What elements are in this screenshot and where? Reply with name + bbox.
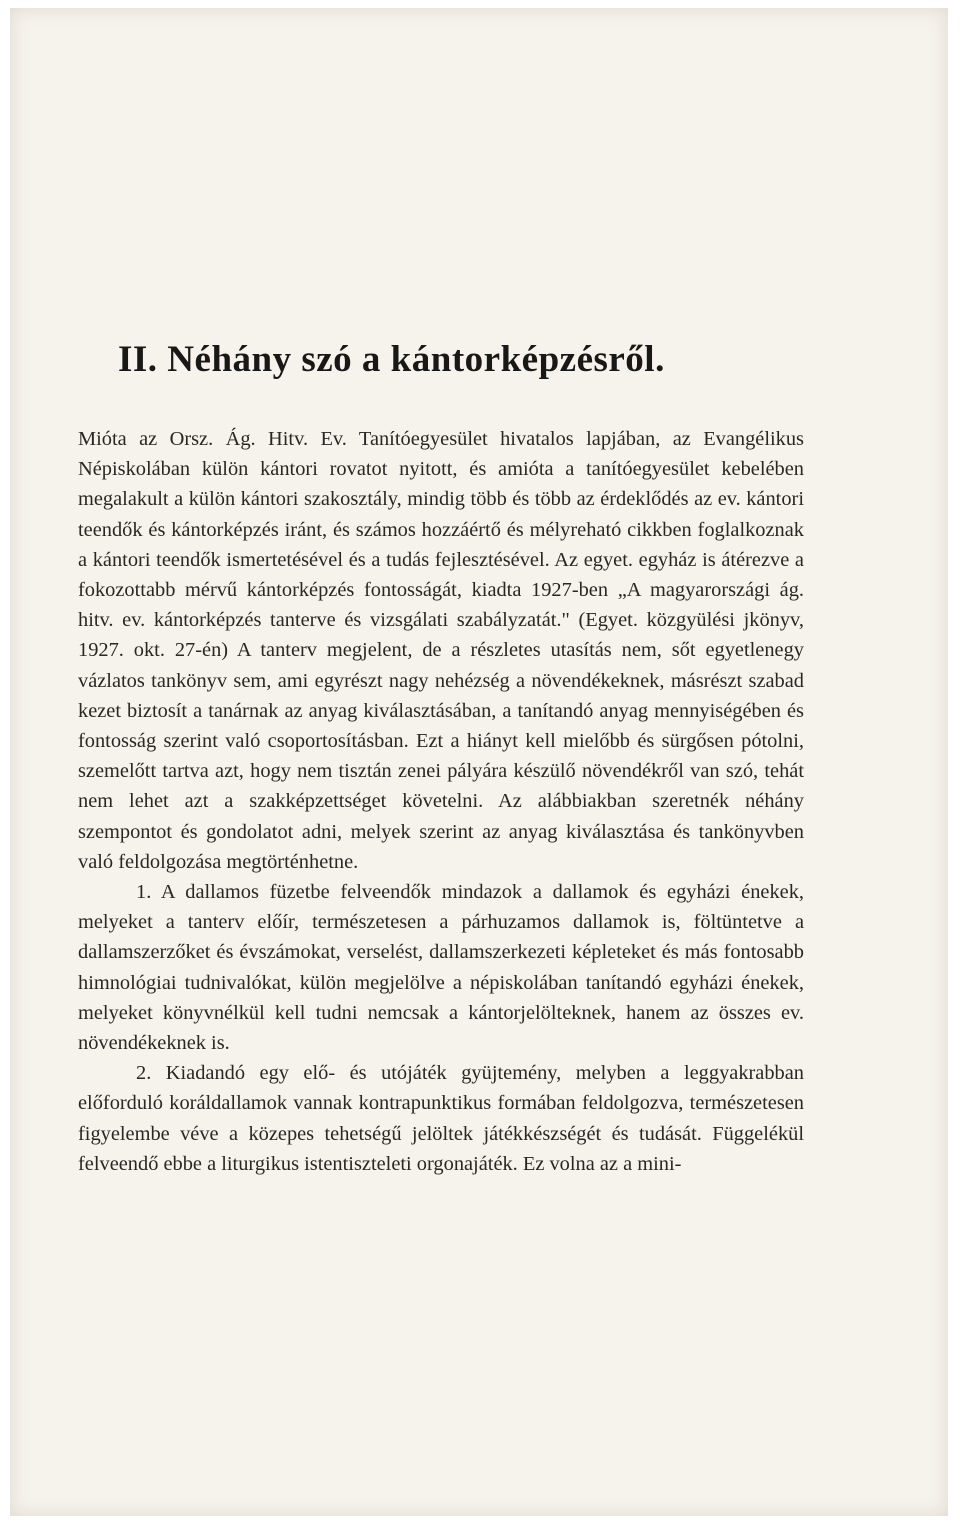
- section-heading: II. Néhány szó a kántorképzésről.: [118, 339, 665, 380]
- document-body: [78, 318, 804, 1179]
- paragraph-intro: Mióta az Orsz. Ág. Hitv. Ev. Tanítóegyesület hivatalos lapjában, az Evangélikus Népiskolában külön kántori rovatot nyitott, és amióta a tanítóegyesület kebelében megalakult a külön kántori szakosztály, mindig több és több az érdeklődés az ev. kántori teendők és kántorképzés iránt, és számos hozzáértő és mélyreható cikkben foglalkoznak a kántori teendők ismertetésével és a tudás fejlesztésével. Az egyet. egyház is átérezve a fokozottabb mérvű kántorképzés fontosságát, kiadta 1927-ben „A magyarországi ág. hitv. ev. kántorképzés tanterve és vizsgálati szabályzatát." (Egyet. közgyülési jkönyv, 1927. okt. 27-én) A tanterv megjelent, de a részletes utasítás nem, sőt egyetlenegy vázlatos tankönyv sem, ami egyrészt nagy nehézség a növendékeknek, másrészt szabad kezet biztosít a tanárnak az anyag kiválasztásában, a tanítandó anyag mennyiségében és fontosság szerint való csoportosításban. Ezt a hiányt kell mielőbb és sürgősen pótolni, szemelőtt tartva azt, hogy nem tisztán zenei pályára készülő növendékről van szó, tehát nem lehet azt a szakképzettséget követelni. Az alábbiakban szeretnék néhány szempontot és gondolatot adni, melyek szerint az anyag kiválasztása és tankönyvben való feldolgozása megtörténhetne.: [78, 428, 804, 873]
- paragraph-point-2: 2. Kiadandó egy elő- és utójáték gyüjtemény, melyben a leggyakrabban előforduló koráldallamok vannak kontrapunktikus formában feldolgozva, természetesen figyelembe véve a közepes tehetségű jelöltek játékkészségét és tudását. Függelékül felveendő ebbe a liturgikus istentiszteleti orgonajáték. Ez volna az a mini-: [78, 1062, 804, 1175]
- paragraph-point-1: 1. A dallamos füzetbe felveendők mindazok a dallamok és egyházi énekek, melyeket a tanterv előír, természetesen a párhuzamos dallamok is, föltüntetve a dallamszerzőket és évszámokat, verselést, dallamszerkezeti képleteket és más fontosabb himnológiai tudnivalókat, külön megjelölve a népiskolában tanítandó egyházi énekek, melyeket könyvnélkül kell tudni nemcsak a kántorjelölteknek, hanem az összes ev. növendékeknek is.: [78, 881, 804, 1055]
